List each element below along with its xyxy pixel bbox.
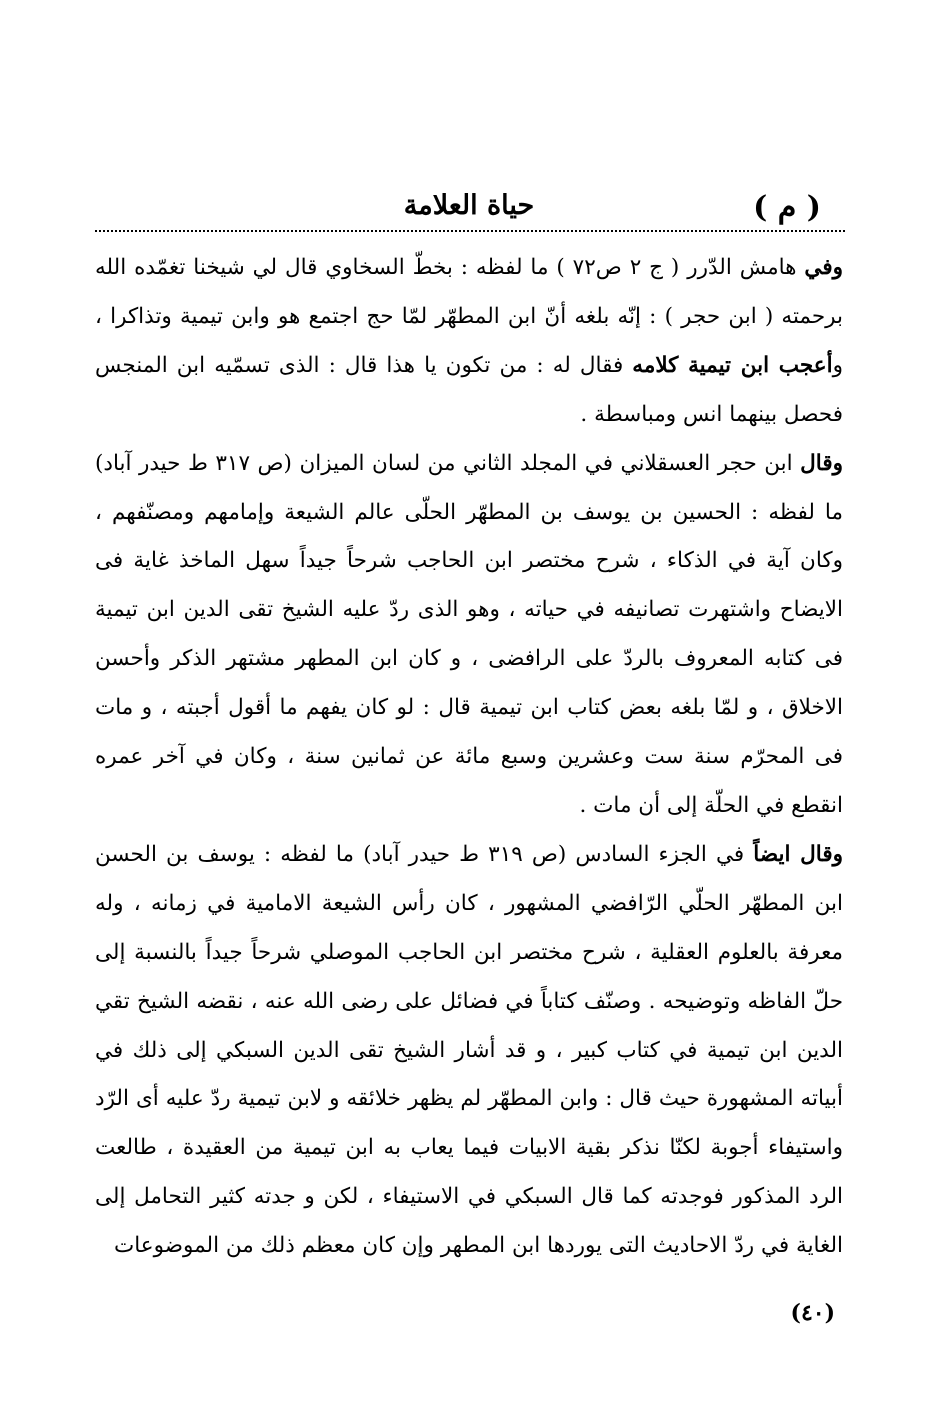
paragraph-lead: وقال ايضاً [753, 841, 843, 867]
bold-phrase: أعجب ابن تيمية كلامه [632, 352, 833, 378]
paragraph-text: في الجزء السادس (ص ٣١٩ ط حيدر آباد) ما لفظه : يوسف بن الحسن ابن المطهّر الحلّي الرّافضي المشهور ، كان رأس الشيعة الامامية في زمانه ، وله معرفة بالعلوم العقلية ، شرح مختصر ابن الحاجب الموصلي شرحاً جيداً بالنسبة إلى حلّ الفاظه وتوضيحه . وصنّف كتاباً في فضائل على رضى الله عنه ، نقضه الشيخ تقي الدين ابن تيمية في كتاب كبير ، و قد أشار الشيخ تقى الدين السبكي إلى ذلك في أبياته المشهورة حيث قال : وابن المطهّر لم يظهر خلائقه و لابن تيمية ردّ عليه أى الرّد واستيفاء أجوبة لكنّا نذكر بقية الابيات فيما يعاب به ابن تيمية من العقيدة ، طالعت الرد المذكور فوجدته كما قال السبكي في الاستيفاء ، لكن و جدته كثير التحامل إلى الغاية في ردّ الاحاديث التى يوردها ابن المطهر وإن كان معظم ذلك من الموضوعات [95, 841, 843, 1259]
paragraph-lead: وقال [800, 450, 843, 476]
paragraph-lead: وفي [804, 255, 844, 280]
header-divider [95, 230, 845, 232]
running-title: حياة العلامة [403, 190, 535, 221]
paragraph-3 [95, 831, 843, 1271]
paragraph-text: ابن حجر العسقلاني في المجلد الثاني من لسان الميزان (ص ٣١٧ ط حيدر آباد) ما لفظه : الحسين بن يوسف بن المطهّر الحلّى عالم الشيعة وإمامهم ومصنّفهم ، وكان آية في الذكاء ، شرح مختصر ابن الحاجب شرحاً جيداً سهل الماخذ غاية فى الايضاح واشتهرت تصانيفه في حياته ، وهو الذى ردّ عليه الشيخ تقى الدين ابن تيمية فى كتابه المعروف بالردّ على الرافضى ، و كان ابن المطهر مشتهر الذكر وأحسن الاخلاق ، و لمّا بلغه بعض كتاب ابن تيمية قال : لو كان يفهم ما أقول أجبته ، و مات فى المحرّم سنة ست وعشرين وسبع مائة عن ثمانين سنة ، وكان في آخر عمره انقطع في الحلّة إلى أن مات . [95, 450, 843, 818]
footer-page-number: (٤٠) [790, 1300, 835, 1326]
page-header [95, 184, 843, 228]
paragraph-2 [95, 440, 843, 831]
paragraph-text: هامش الدّرر ( ج ٢ ص٧٢ ) ما لفظه : بخطّ السخاوي قال لي شيخنا تغمّده الله برحمته ( ابن حجر ) : إنّه بلغه أنّ ابن المطهّر لمّا حج اجتمع هو وابن تيمية وتذاكرا ، و [95, 255, 843, 378]
page-marker: ( م ) [753, 190, 821, 225]
paragraph-text-continued: فقال له : من تكون يا هذا قال : الذى تسمّيه ابن المنجس فحصل بينهما انس ومباسطة . [95, 352, 843, 427]
body-text [95, 244, 843, 1271]
paragraph-1 [95, 244, 843, 440]
